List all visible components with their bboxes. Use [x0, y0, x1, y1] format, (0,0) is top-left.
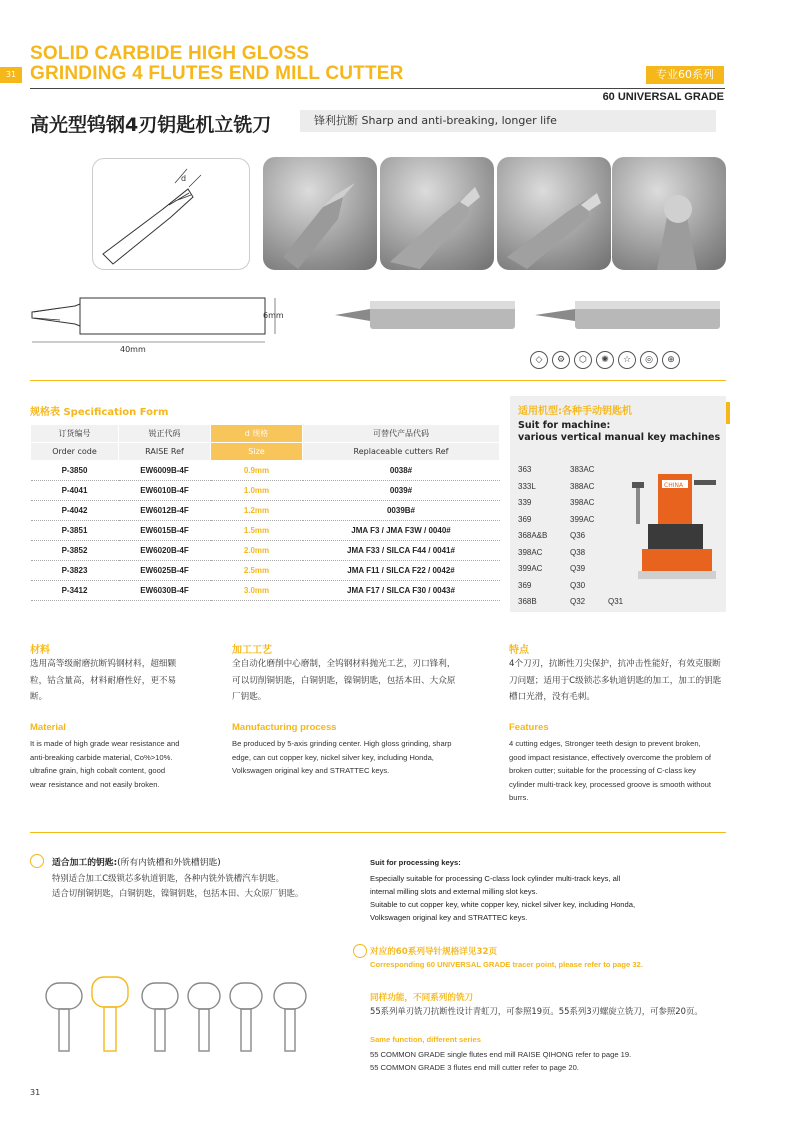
- models-col-3: Q31: [608, 597, 624, 606]
- table-row: [31, 461, 500, 481]
- key-machine-image: [628, 466, 723, 584]
- page-tab: 31: [0, 67, 22, 83]
- corresponding-note-cn: 对应的60系列导针规格详见32页: [370, 947, 498, 957]
- raise-ref-cell: EW6012B-4F: [119, 501, 211, 521]
- precision-icon: ⊕: [662, 351, 680, 369]
- machine-model: 368A&B: [518, 531, 548, 540]
- table-row: [31, 581, 500, 601]
- same-function-text-en-line1: 55 COMMON GRADE single flutes end mill RAISE QIHONG refer to page 19.: [370, 1050, 632, 1059]
- size-cell: 3.0mm: [211, 581, 303, 601]
- order-code-cell: P-3852: [31, 541, 119, 561]
- series-badge: 专业60系列: [646, 66, 724, 84]
- replaceable-cell: JMA F33 / SILCA F44 / 0041#: [303, 541, 500, 561]
- machine-model: 369: [518, 580, 532, 590]
- cutter-photo-3: [497, 157, 611, 270]
- keys-text-en-line3: Suitable to cut copper key, white copper key, nickel silver key, including Honda,: [370, 900, 636, 909]
- material-title-cn: 材料: [30, 645, 50, 656]
- cutter-photo-4: [612, 157, 726, 270]
- header-order-code: 订货编号: [31, 425, 119, 443]
- header-raise-ref: 锐正代码: [119, 425, 211, 443]
- raise-ref-cell: EW6015B-4F: [119, 521, 211, 541]
- size-cell: 2.5mm: [211, 561, 303, 581]
- machine-model: Q36: [570, 531, 586, 540]
- models-col-2: [570, 462, 610, 611]
- same-function-text-cn: 55系列单刃铣刀抗断性设计青虹刀，可参照19页。55系列3刃螺旋立铣刀，可参照20页。: [370, 1006, 703, 1016]
- replaceable-cell: JMA F11 / SILCA F22 / 0042#: [303, 561, 500, 581]
- table-row: [31, 521, 500, 541]
- section-divider-2: [30, 832, 726, 833]
- size-cell: 0.9mm: [211, 461, 303, 481]
- table-row: [31, 561, 500, 581]
- machine-accent-bar: [726, 402, 730, 424]
- machine-model: 368B: [518, 597, 537, 606]
- order-code-cell: P-3850: [31, 461, 119, 481]
- raise-ref-cell: EW6010B-4F: [119, 481, 211, 501]
- keys-title-cn-note: (所有内铣槽和外铣槽钥匙): [117, 858, 221, 868]
- keys-text-cn: [52, 871, 303, 901]
- same-function-text-en: [370, 1048, 631, 1074]
- cutter-side-photo-1: [330, 295, 520, 335]
- process-text-cn: 全自动化磨削中心磨制，全钨钢材料抛光工艺，刃口锋利，可以切削铜钥匙，白铜钥匙，镍铜钥匙，包括本田、大众原厂钥匙。: [232, 659, 456, 702]
- keys-title-en: Suit for processing keys:: [370, 858, 461, 867]
- machine-brand-label: CHINA: [664, 482, 684, 489]
- replaceable-cell: 0039B#: [303, 501, 500, 521]
- material-title-en: Material: [30, 722, 66, 733]
- keys-text-cn-line1: 特别适合加工C级锁芯多轨道钥匙，各种内铣外铣槽汽车钥匙。: [52, 873, 284, 883]
- spec-table: [30, 424, 500, 601]
- header-replaceable-en: Replaceable cutters Ref: [303, 443, 500, 461]
- tip-drawing: [93, 159, 251, 271]
- machine-title-cn: 适用机型:各种手动钥匙机: [518, 406, 632, 417]
- material-text-en: It is made of high grade wear resistance and anti-breaking carbide material, Co%>10%. ultrafine grain, high cobalt content, good wear resistance and not easily broken.: [30, 739, 180, 789]
- slogan: 锋利抗断 Sharp and anti-breaking, longer life: [300, 110, 716, 132]
- size-cell: 1.0mm: [211, 481, 303, 501]
- table-row: [31, 481, 500, 501]
- machine-model: 369: [518, 514, 532, 524]
- process-text-en: Be produced by 5-axis grinding center. High gloss grinding, sharp edge, can cut copper key, nickel silver key, including Honda, Volkswagen original key and STRATTEC keys.: [232, 739, 452, 775]
- tracer-icon: [353, 944, 367, 958]
- machine-model: 398AC: [570, 498, 595, 507]
- size-cell: 2.0mm: [211, 541, 303, 561]
- gear-icon: ⚙: [552, 351, 570, 369]
- header-size: d 规格: [211, 425, 303, 443]
- sun-gear-icon: ✺: [596, 351, 614, 369]
- keys-text-en-line4: Volkswagen original key and STRATTEC keys.: [370, 913, 528, 922]
- same-function-title-cn: 同样功能，不同系列的铣刀: [370, 993, 474, 1003]
- spec-title: 规格表 Specification Form: [30, 407, 169, 418]
- cutter-side-photo-2: [530, 295, 725, 335]
- shank-label: 6mm: [263, 311, 284, 320]
- machine-model: 399AC: [518, 564, 543, 573]
- same-function-title-en: Same function, different series: [370, 1035, 481, 1044]
- size-cell: 1.2mm: [211, 501, 303, 521]
- machine-title-en: [518, 420, 723, 444]
- keys-text-en-line2: internal milling slots and external milling slot keys.: [370, 887, 538, 896]
- machine-model: Q32: [570, 597, 586, 606]
- dimension-drawing: [20, 290, 300, 360]
- keys-text-cn-line2: 适合切削铜钥匙，白铜钥匙，镍铜钥匙，包括本田、大众原厂钥匙。: [52, 888, 304, 898]
- title-line-2: GRINDING 4 FLUTES END MILL CUTTER: [30, 63, 404, 84]
- globe-icon: ◎: [640, 351, 658, 369]
- process-title-cn: 加工工艺: [232, 645, 272, 656]
- title-line-1: SOLID CARBIDE HIGH GLOSS: [30, 43, 310, 64]
- replaceable-cell: 0039#: [303, 481, 500, 501]
- header-divider: [30, 88, 725, 89]
- features-text-en: 4 cutting edges, Stronger teeth design to prevent broken, good impact resistance, effectively overcome the problem of broken cutter; suitable for the processing of C-class key cylinder multi-track key, processed groove is smooth without burrs.: [509, 739, 712, 802]
- size-cell: 1.5mm: [211, 521, 303, 541]
- medal-icon: ☆: [618, 351, 636, 369]
- machine-model: 383AC: [570, 465, 595, 474]
- page-title-cn: 高光型钨钢4刃钥匙机立铣刀: [30, 114, 272, 136]
- diamond-icon: ◇: [530, 351, 548, 369]
- replaceable-cell: 0038#: [303, 461, 500, 481]
- keys-title-cn: [52, 855, 221, 868]
- d-label: d: [181, 174, 187, 183]
- machine-model: 333L: [518, 481, 536, 491]
- table-row: [31, 541, 500, 561]
- order-code-cell: P-3412: [31, 581, 119, 601]
- header-replaceable: 可替代产品代码: [303, 425, 500, 443]
- machine-model: Q30: [570, 580, 586, 590]
- header-raise-ref-en: RAISE Ref: [119, 443, 211, 461]
- replaceable-cell: JMA F17 / SILCA F30 / 0043#: [303, 581, 500, 601]
- features-title-en: Features: [509, 722, 549, 733]
- cutter-photo-2: [380, 157, 494, 270]
- machine-title-en-line1: Suit for machine:: [518, 420, 611, 431]
- raise-ref-cell: EW6009B-4F: [119, 461, 211, 481]
- feature-icons: [530, 347, 684, 369]
- models-col-1: [518, 462, 568, 611]
- header-size-en: Size: [211, 443, 303, 461]
- keys-text-en-line1: Especially suitable for processing C-class lock cylinder multi-track keys, all: [370, 874, 621, 883]
- machine-model: 399AC: [570, 514, 595, 524]
- keys-title-cn-main: 适合加工的钥匙:: [52, 858, 118, 868]
- table-row: [31, 501, 500, 521]
- machine-model: 339: [518, 498, 532, 507]
- replaceable-cell: JMA F3 / JMA F3W / 0040#: [303, 521, 500, 541]
- raise-ref-cell: EW6025B-4F: [119, 561, 211, 581]
- order-code-cell: P-4041: [31, 481, 119, 501]
- machine-model: 363: [518, 465, 532, 474]
- order-code-cell: P-3851: [31, 521, 119, 541]
- cutter-photo-1: [263, 157, 377, 270]
- tip-diagram: [92, 158, 250, 270]
- features-title-cn: 特点: [509, 645, 529, 656]
- length-label: 40mm: [120, 345, 146, 354]
- machine-panel: [510, 396, 726, 612]
- machine-title-en-line2: various vertical manual key machines: [518, 432, 721, 443]
- same-function-text-en-line2: 55 COMMON GRADE 3 flutes end mill cutter refer to page 20.: [370, 1063, 579, 1072]
- order-code-cell: P-3823: [31, 561, 119, 581]
- material-text-cn: 选用高等级耐磨抗断钨钢材料，超细颗粒，钴含量高，材料耐磨性好，更不易断。: [30, 659, 177, 702]
- keys-text-en: [370, 856, 720, 924]
- section-divider-1: [30, 380, 726, 381]
- page-number: 31: [30, 1088, 41, 1097]
- raise-ref-cell: EW6030B-4F: [119, 581, 211, 601]
- header-order-code-en: Order code: [31, 443, 119, 461]
- corresponding-note-en: Corresponding 60 UNIVERSAL GRADE tracer point, please refer to page 32.: [370, 960, 643, 969]
- process-title-en: Manufacturing process: [232, 722, 337, 733]
- order-code-cell: P-4042: [31, 501, 119, 521]
- raise-ref-cell: EW6020B-4F: [119, 541, 211, 561]
- hexagon-icon: ⬡: [574, 351, 592, 369]
- key-icon: [30, 854, 44, 868]
- page-title-en: [30, 44, 404, 84]
- machine-model: Q39: [570, 564, 586, 573]
- features-text-cn: 4个刀刃，抗断性刀尖保护，抗冲击性能好，有效克服断刀问题；适用于C级锁芯多轨道钥匙的加工，加工的钥匙槽口光滑，没有毛刺。: [509, 659, 722, 702]
- key-illustrations: [40, 975, 330, 1055]
- machine-model: Q38: [570, 547, 586, 557]
- grade-label: 60 UNIVERSAL GRADE: [602, 91, 724, 103]
- machine-model: 398AC: [518, 547, 543, 557]
- machine-model: 388AC: [570, 481, 595, 491]
